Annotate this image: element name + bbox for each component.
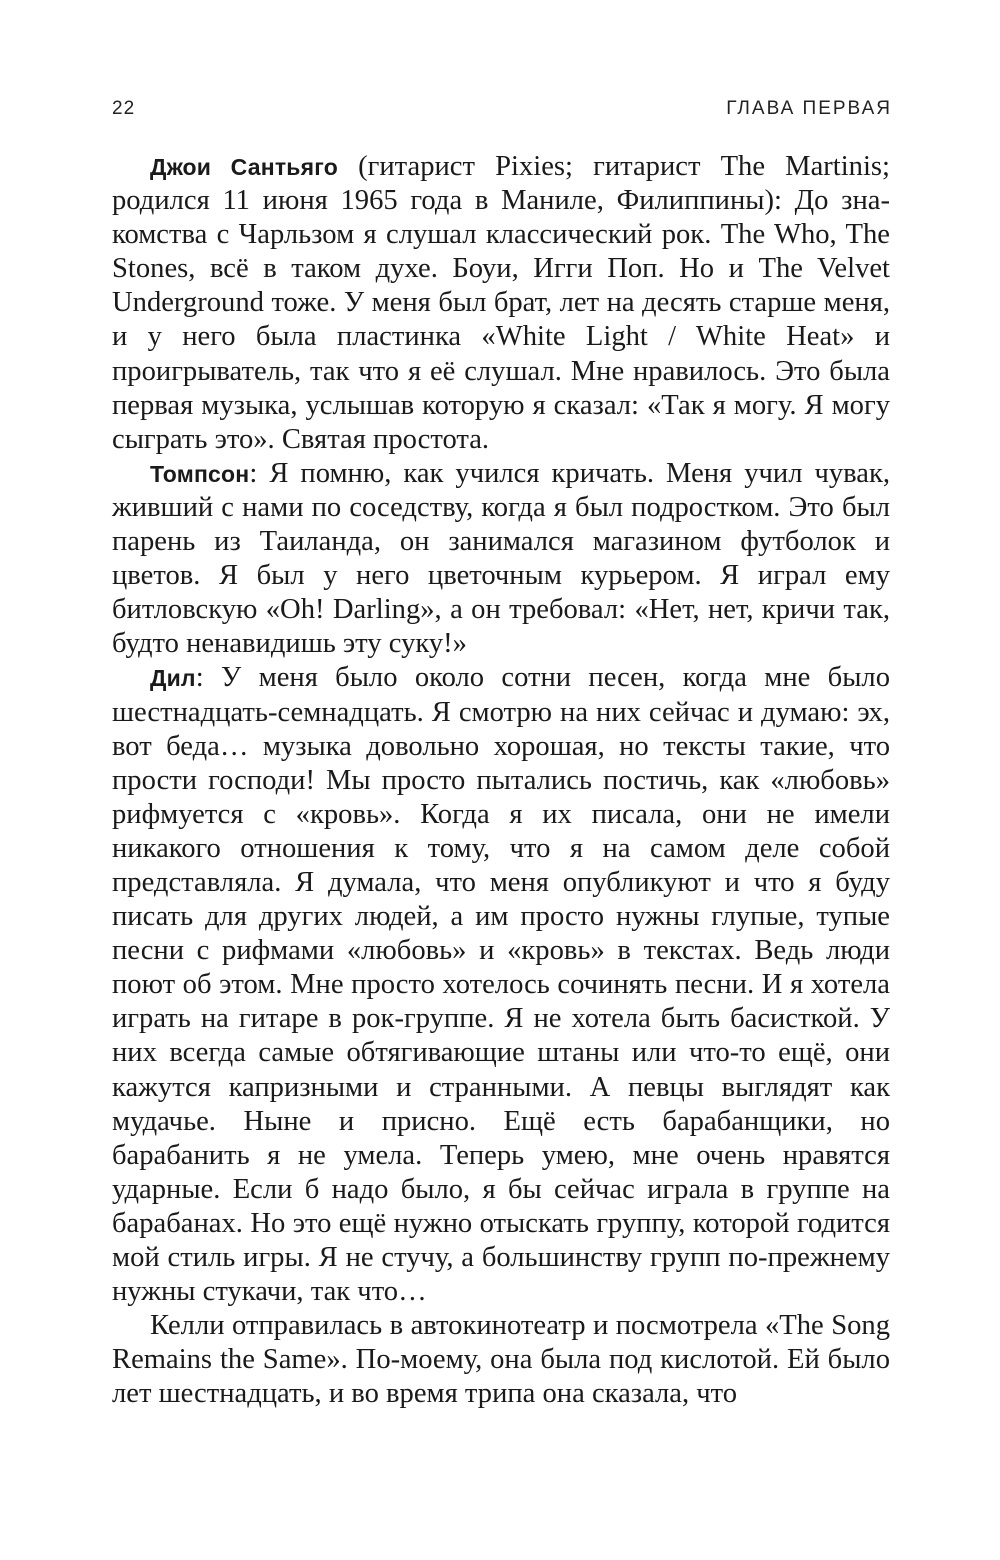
speaker-name: Джои Сантьяго xyxy=(150,154,338,180)
paragraph-text: : Я помню, как учился кричать. Меня учил чувак, живший с нами по соседству, когда я был подростком. Это был парень из Таиланда, он занимался магазином футболок и цветов. Я был у него цветочным курьером. Я играл ему битловскую «Oh! Darling», а он требовал: «Нет, нет, кричи так, будто ненавидишь эту суку!» xyxy=(112,457,890,660)
paragraph-text: (гитарист Pixies; гитарист The Martinis; родился 11 июня 1965 года в Маниле, Филиппины): До знакомства с Чарльзом я слушал классический рок. The Who, The Stones, всё в таком духе. Боуи, Игги Поп. Но и The Velvet Underground тоже. У меня был брат, лет на десять старше меня, и у него была пластинка «White Light / White Heat» и проигрыватель, так что я её слушал. Мне нравилось. Это была первая музыка, услышав которую я сказал: «Так я могу. Я могу сыграть это». Святая простота. xyxy=(112,151,890,455)
body-text xyxy=(112,150,890,1411)
paragraph-santiago xyxy=(112,150,890,457)
speaker-name: Томпсон xyxy=(150,460,250,487)
page-number: 22 xyxy=(112,98,136,119)
speaker-name: Дил xyxy=(150,665,196,692)
chapter-title: ГЛАВА ПЕРВАЯ xyxy=(726,98,892,119)
paragraph-text: : У меня было около сотни песен, когда мне было шестнадцать-семнадцать. Я смотрю на них сейчас и думаю: эх, вот беда… музыка довольно хорошая, но тексты такие, что прости господи! Мы просто пытались постичь, как «любовь» рифмуется с «кровь». Когда я их писала, они не имели никакого отношения к тому, что я на самом деле собой представляла. Я думала, что меня опубликуют и что я буду писать для других людей, а им просто нужны глупые, тупые песни с рифмами «любовь» и «кровь» в текстах. Ведь люди поют об этом. Мне просто хотелось сочинять песни. И я хотела играть на гитаре в рок-группе. Я не хотела быть басисткой. У них всегда самые обтягивающие штаны или что-то ещё, они кажутся капризными и странными. А певцы выглядят как мудачье. Ныне и присно. Ещё есть барабанщики, но барабанить я не умела. Теперь умею, мне очень нравятся ударные. Если б надо было, я бы сейчас играла в группе на барабанах. Но это ещё нужно отыскать группу, которой годится мой стиль игры. Я не стучу, а большинству групп по-прежнему нужны стукачи, так что… xyxy=(112,662,890,1308)
paragraph-thompson xyxy=(112,457,890,662)
paragraph-deal xyxy=(112,661,890,1309)
running-head xyxy=(112,98,892,128)
paragraph-narration xyxy=(112,1309,890,1411)
paragraph-text: Келли отправилась в автокинотеатр и посмотрела «The Song Remains the Same». По-моему, она была под кислотой. Ей было лет шестнадцать, и во время трипа она сказала, что xyxy=(112,1310,890,1410)
